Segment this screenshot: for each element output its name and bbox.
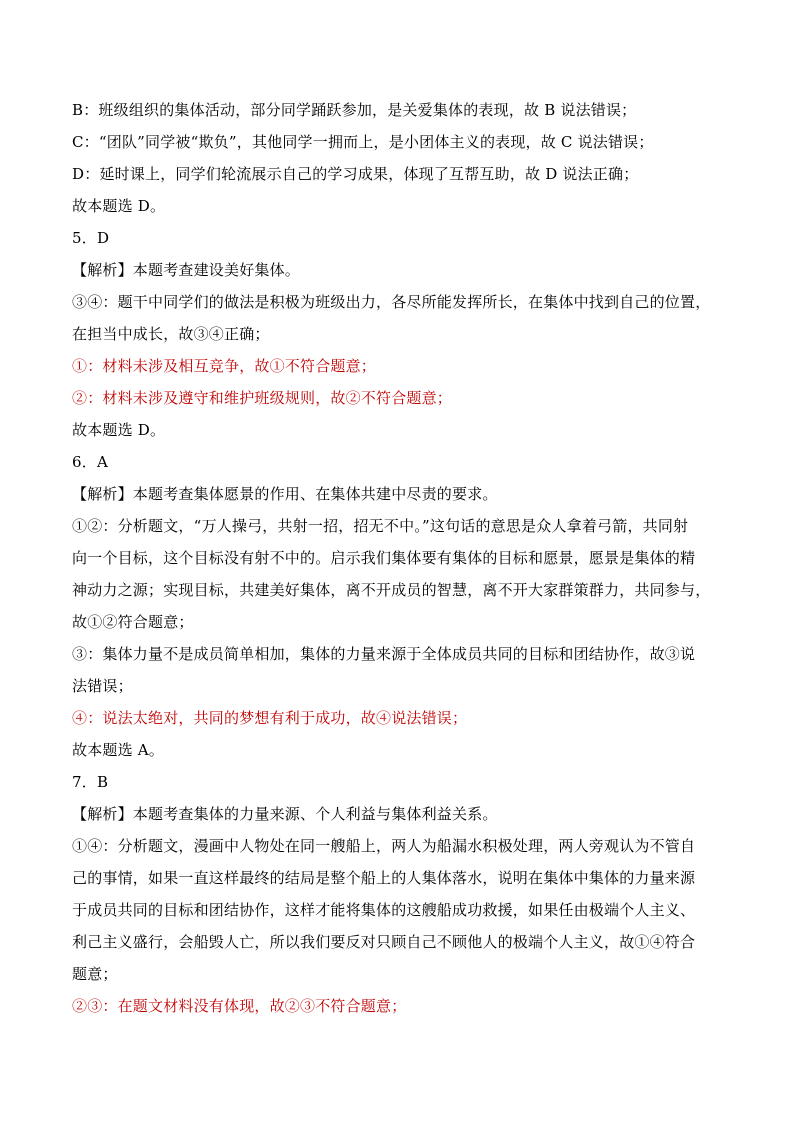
text-line: 法错误； (72, 677, 133, 695)
text-line-red: ①：材料未涉及相互竞争，故①不符合题意； (72, 357, 377, 375)
text-line: ①④：分析题文，漫画中人物处在同一艘船上，两人为船漏水积极处理，两人旁观认为不管自 (72, 837, 696, 855)
text-line: 故本题选 D。 (72, 197, 166, 215)
text-line-red: ②③：在题文材料没有体现，故②③不符合题意； (72, 997, 407, 1015)
text-line: 题意； (72, 965, 118, 983)
analysis-heading: 【解析】本题考查集体的力量来源、个人利益与集体利益关系。 (72, 805, 498, 823)
text-line: 故本题选 A。 (72, 741, 165, 759)
text-line: C：“团队”同学被“欺负”，其他同学一拥而上，是小团体主义的表现，故 C 说法错误； (72, 133, 654, 151)
question-number: 5．D (72, 229, 110, 247)
text-line: 向一个目标，这个目标没有射不中的。启示我们集体要有集体的目标和愿景，愿景是集体的精 (72, 549, 696, 567)
text-line: 在担当中成长，故③④正确； (72, 325, 270, 343)
text-line: ③④：题干中同学们的做法是积极为班级出力，各尽所能发挥所长，在集体中找到自己的位置， (72, 293, 711, 311)
text-line-red: ②：材料未涉及遵守和维护班级规则，故②不符合题意； (72, 389, 453, 407)
text-line: 己的事情，如果一直这样最终的结局是整个船上的人集体落水，说明在集体中集体的力量来源 (72, 869, 696, 887)
text-line: 故①②符合题意； (72, 613, 194, 631)
text-line: 利己主义盛行，会船毁人亡，所以我们要反对只顾自己不顾他人的极端个人主义，故①④符合 (72, 933, 696, 951)
question-number: 7．B (72, 773, 109, 791)
question-number: 6．A (72, 453, 108, 471)
text-line: D：延时课上，同学们轮流展示自己的学习成果，体现了互帮互助，故 D 说法正确； (72, 165, 639, 183)
analysis-heading: 【解析】本题考查集体愿景的作用、在集体共建中尽责的要求。 (72, 485, 498, 503)
text-line: ①②：分析题文，“万人操弓，共射一招，招无不中。”这句话的意思是众人拿着弓箭，共同射 (72, 517, 689, 535)
analysis-heading: 【解析】本题考查建设美好集体。 (72, 261, 301, 279)
text-line: 故本题选 D。 (72, 421, 166, 439)
text-line: 神动力之源；实现目标，共建美好集体，离不开成员的智慧，离不开大家群策群力，共同参与， (72, 581, 711, 599)
text-line: 于成员共同的目标和团结协作，这样才能将集体的这艘船成功救援，如果任由极端个人主义、 (72, 901, 696, 919)
text-line-red: ④：说法太绝对，共同的梦想有利于成功，故④说法错误； (72, 709, 468, 727)
text-line: B：班级组织的集体活动，部分同学踊跃参加，是关爱集体的表现，故 B 说法错误； (72, 101, 637, 119)
answer-document (72, 94, 722, 1022)
text-line: ③：集体力量不是成员简单相加，集体的力量来源于全体成员共同的目标和团结协作，故③说 (72, 645, 696, 663)
